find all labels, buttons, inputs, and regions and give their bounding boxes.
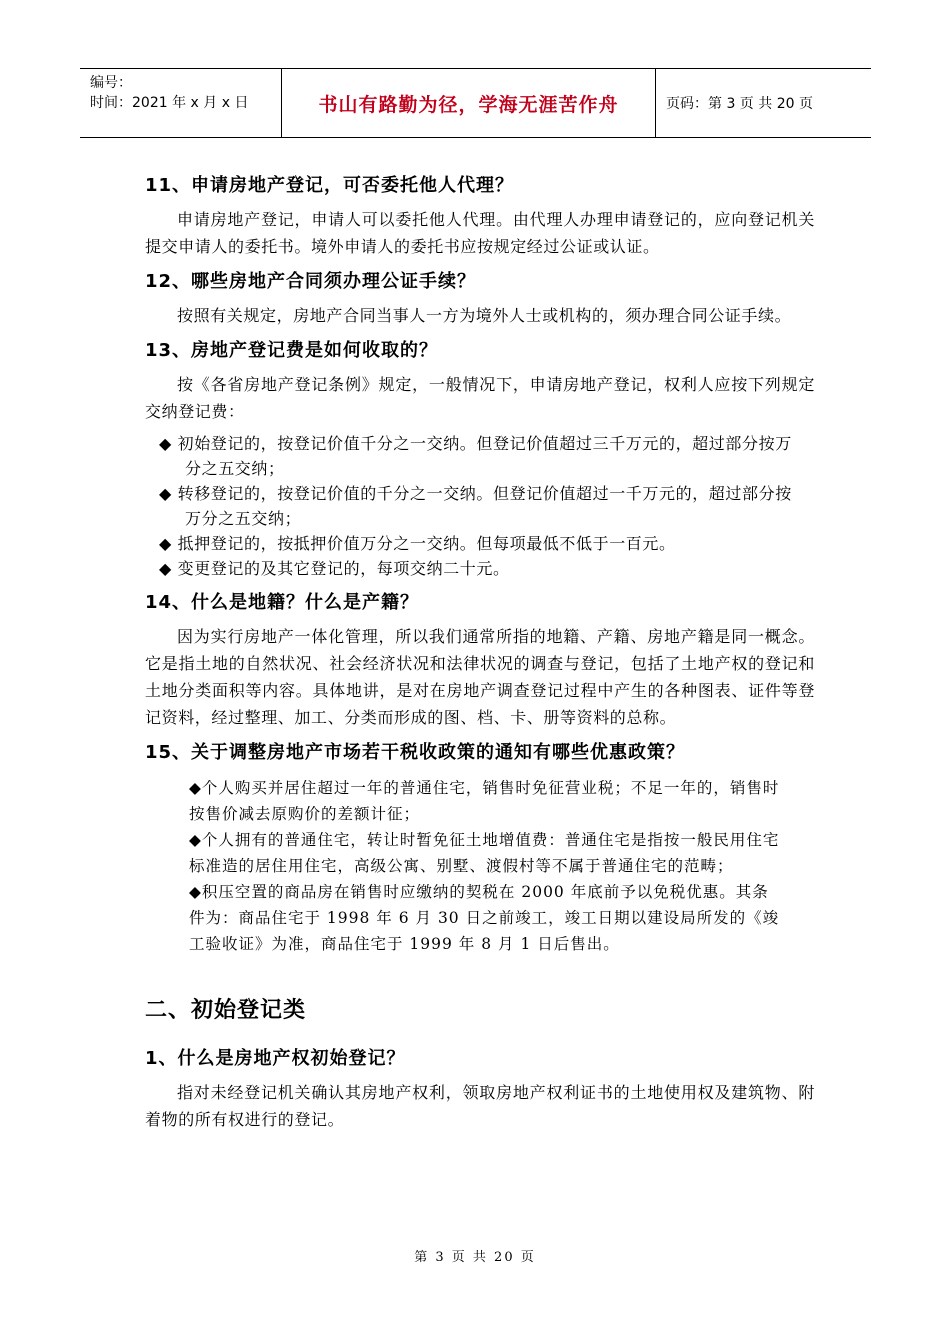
answer-paragraph: 按《各省房地产登记条例》规定，一般情况下，申请房地产登记，权利人应按下列规定交纳登记费： — [145, 375, 815, 421]
header-page-label: 页码：第 3 页 共 20 页 — [666, 96, 813, 112]
date-label: 时间：2021 年 x 月 x 日 — [90, 95, 249, 111]
question-title: 11、申请房地产登记，可否委托他人代理？ — [145, 175, 515, 196]
question-title: 14、什么是地籍？什么是产籍？ — [145, 592, 420, 613]
answer-paragraph: 按照有关规定，房地产合同当事人一方为境外人士或机构的，须办理合同公证手续。 — [177, 306, 792, 325]
question-title: 1、什么是房地产权初始登记？ — [145, 1048, 406, 1069]
policy-bullet: ◆积压空置的商品房在销售时应缴纳的契税在 2000 年底前予以免税优惠。其条件为：商品住宅于 1998 年 6 月 30 日之前竣工，竣工日期以建设局所发的《竣工验收证》为准，商品住宅于 1999 年 8 月 1 日后售出。 — [189, 883, 780, 953]
policy-bullet: ◆个人购买并居住超过一年的普通住宅，销售时免征营业税；不足一年的，销售时按售价减去原购价的差额计征； — [189, 779, 780, 823]
header-meta-cell — [80, 69, 282, 137]
question-title: 13、房地产登记费是如何收取的？ — [145, 340, 439, 361]
policy-bullet: ◆个人拥有的普通住宅，转让时暂免征土地增值费：普通住宅是指按一般民用住宅标准造的居住用住宅，高级公寓、别墅、渡假村等不属于普通住宅的范畴； — [189, 831, 780, 875]
fee-bullet: ◆ 初始登记的，按登记价值千分之一交纳。但登记价值超过三千万元的，超过部分按万分之五交纳； — [159, 434, 792, 478]
answer-paragraph: 因为实行房地产一体化管理，所以我们通常所指的地籍、产籍、房地产籍是同一概念。它是指土地的自然状况、社会经济状况和法律状况的调查与登记，包括了土地产权的登记和土地分类面积等内容。具体地讲，是对在房地产调查登记过程中产生的各种图表、证件等登记资料，经过整理、加工、分类而形成的图、档、卡、册等资料的总称。 — [145, 627, 815, 727]
section-title: 二、初始登记类 — [145, 998, 307, 1023]
header-table — [80, 68, 871, 138]
fee-bullet: ◆ 转移登记的，按登记价值的千分之一交纳。但登记价值超过一千万元的，超过部分按万分之五交纳； — [159, 484, 792, 528]
page-footer: 第 3 页 共 20 页 — [414, 1250, 536, 1265]
question-title: 12、哪些房地产合同须办理公证手续？ — [145, 271, 477, 292]
question-title: 15、关于调整房地产市场若干税收政策的通知有哪些优惠政策？ — [145, 742, 686, 763]
header-motto: 书山有路勤为径，学海无涯苦作舟 — [282, 69, 656, 137]
answer-paragraph: 申请房地产登记，申请人可以委托他人代理。由代理人办理申请登记的，应向登记机关提交申请人的委托书。境外申请人的委托书应按规定经过公证或认证。 — [145, 210, 815, 256]
fee-bullet: ◆ 变更登记的及其它登记的，每项交纳二十元。 — [159, 559, 510, 578]
fee-bullet: ◆ 抵押登记的，按抵押价值万分之一交纳。但每项最低不低于一百元。 — [159, 534, 676, 553]
document-body — [145, 170, 815, 1139]
answer-paragraph: 指对未经登记机关确认其房地产权利，领取房地产权利证书的土地使用权及建筑物、附着物的所有权进行的登记。 — [145, 1083, 815, 1129]
code-label: 编号： — [90, 75, 132, 91]
